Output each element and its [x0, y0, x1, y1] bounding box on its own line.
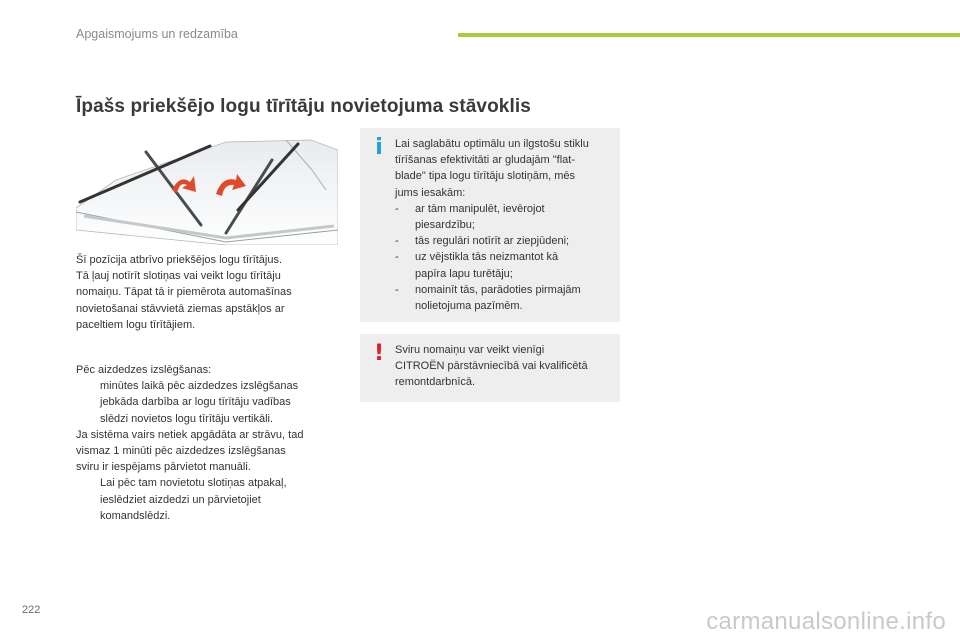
bullet-arrow-icon	[76, 378, 100, 427]
dash-marker: -	[395, 251, 399, 264]
dash-marker: -	[395, 202, 399, 215]
bullet-arrow-icon	[76, 475, 100, 524]
bullet-line: komandslēdzi.	[100, 509, 171, 522]
recommendation-line: uz vējstikla tās neizmantot kā	[415, 251, 559, 264]
info-icon: i	[375, 135, 383, 160]
recommendation-item	[395, 249, 612, 281]
intro-paragraph	[76, 252, 346, 333]
intro-line: novietošanai stāvvietā ziemas apstākļos ar	[76, 302, 285, 315]
warning-line: remontdarbnīcā.	[395, 376, 476, 389]
bullet-line: slēdzi novietos logu tīrītāju vertikāli.	[100, 412, 274, 425]
dash-marker: -	[395, 283, 399, 296]
recommendation-line: tās regulāri notīrīt ar ziepjūdeni;	[415, 235, 570, 248]
recommendation-line: ar tām manipulēt, ievērojot	[415, 202, 545, 215]
header-section-title: Apgaismojums un redzamība	[76, 27, 238, 41]
intro-line: nomaiņu. Tāpat tā ir piemērota automašīnas	[76, 286, 292, 299]
recommendation-item	[395, 201, 612, 233]
page-number: 222	[22, 604, 41, 616]
info-line: Lai saglabātu optimālu un ilgstošu stiklu	[395, 138, 589, 150]
after-stop-section	[76, 362, 346, 524]
recommendation-item	[395, 282, 612, 314]
warning-line: CITROËN pārstāvniecībā vai kvalificētā	[395, 360, 588, 373]
body-line: sviru ir iespējams pārvietot manuāli.	[76, 461, 251, 474]
bullet-line: ieslēdziet aizdedzi un pārvietojiet	[100, 493, 261, 506]
bullet-item	[76, 378, 346, 427]
info-box	[360, 128, 620, 322]
intro-line: Šī pozīcija atbrīvo priekšējos logu tīrītājus.	[76, 254, 283, 266]
intro-line: Tā ļauj notīrīt slotiņas vai veikt logu tīrītāju	[76, 270, 281, 283]
windshield-wiper-illustration	[76, 130, 338, 245]
page-title: Īpašs priekšējo logu tīrītāju novietojuma stāvoklis	[76, 96, 531, 117]
body-line: vismaz 1 minūti pēc aizdedzes izslēgšanas	[76, 445, 286, 458]
recommendation-item	[395, 233, 612, 249]
warning-icon: !	[373, 341, 385, 366]
recommendation-line: papīra lapu turētāju;	[415, 267, 513, 280]
warning-box	[360, 334, 620, 402]
intro-line: paceltiem logu tīrītājiem.	[76, 318, 196, 331]
bullet-line: Lai pēc tam novietotu slotiņas atpakaļ,	[100, 477, 287, 490]
recommendation-line: nomainīt tās, parādoties pirmajām	[415, 283, 581, 296]
info-line: blade" tipa logu tīrītāju slotiņām, mēs	[395, 170, 575, 183]
bullet-line: minūtes laikā pēc aizdedzes izslēgšanas	[100, 380, 299, 393]
info-line: jums iesakām:	[395, 186, 466, 199]
watermark: carmanualsonline.info	[706, 608, 946, 635]
body-line: Ja sistēma vairs netiek apgādāta ar strāvu, tad	[76, 428, 304, 441]
bullet-item	[76, 475, 346, 524]
bullet-line: jebkāda darbība ar logu tīrītāju vadības	[100, 396, 291, 409]
warning-line: Sviru nomaiņu var veikt vienīgi	[395, 344, 545, 356]
recommendation-line: nolietojuma pazīmēm.	[415, 300, 523, 313]
info-line: tīrīšanas efektivitāti ar gludajām "flat-	[395, 154, 575, 167]
after-stop-heading: Pēc aizdedzes izslēgšanas:	[76, 364, 212, 376]
header-accent-bar	[458, 33, 960, 37]
recommendation-line: piesardzību;	[415, 219, 475, 232]
dash-marker: -	[395, 235, 399, 248]
